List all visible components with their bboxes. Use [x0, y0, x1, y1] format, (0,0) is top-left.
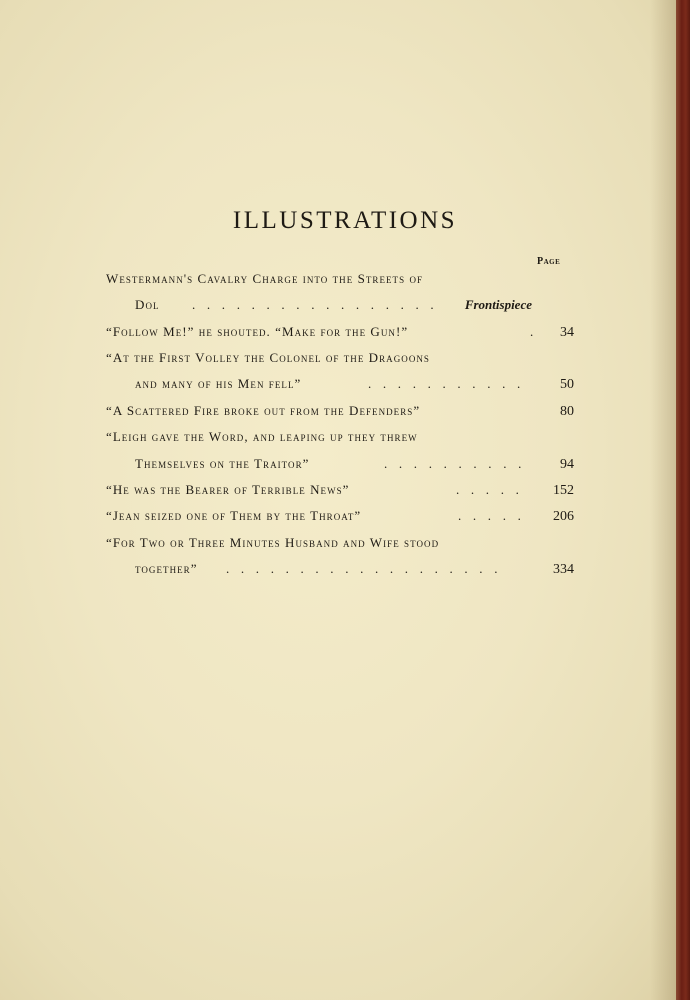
entry-text: “Jean seized one of Them by the Throat”: [106, 508, 362, 523]
entry-page: 334: [553, 562, 574, 577]
entry-text: and many of his Men fell”: [135, 376, 302, 391]
leader-dots: . . . . .: [456, 482, 524, 497]
list-item: [0, 426, 690, 450]
entry-page: 80: [560, 404, 574, 419]
leader-dots: . . . . . . . . . . . . . . . . .: [192, 297, 438, 312]
entry-text: “At the First Volley the Colonel of the Dragoons: [106, 350, 430, 365]
leader-dots: . . . . . . . . . .: [384, 456, 526, 471]
list-item: [0, 373, 690, 397]
page-title: ILLUSTRATIONS: [232, 206, 458, 234]
list-item: [0, 347, 690, 371]
entry-page: Frontispiece: [464, 297, 532, 312]
entry-page: 50: [560, 377, 574, 392]
list-item: [0, 268, 690, 292]
entry-page: 152: [553, 483, 574, 498]
entry-text: Dol: [135, 297, 160, 312]
leader-dots: . . . . . . . . . . . . . . . . . . .: [226, 561, 502, 576]
entry-page: 94: [560, 457, 574, 472]
list-item: [0, 479, 690, 503]
list-item: [0, 321, 690, 345]
page-column-header: Page: [537, 256, 561, 267]
list-item: [0, 400, 690, 424]
leader-dots: . . . . . . . . . . .: [368, 376, 525, 391]
list-item: [0, 558, 690, 582]
leader-dots: . . . . .: [458, 508, 526, 523]
list-item: [0, 505, 690, 529]
leader-dots: .: [530, 324, 538, 339]
entry-text: “Leigh gave the Word, and leaping up they threw: [106, 429, 418, 444]
entry-page: 34: [560, 325, 574, 340]
entry-text: “A Scattered Fire broke out from the Defenders”: [106, 403, 421, 418]
entry-page: 206: [553, 509, 574, 524]
entry-text: “He was the Bearer of Terrible News”: [106, 482, 350, 497]
entry-text: “Follow Me!” he shouted. “Make for the Gun!”: [106, 324, 409, 339]
entry-text: Themselves on the Traitor”: [135, 456, 310, 471]
list-item: [0, 294, 690, 318]
list-item: [0, 453, 690, 477]
list-item: [0, 532, 690, 556]
entry-text: Westermann's Cavalry Charge into the Streets of: [106, 271, 424, 286]
entry-text: “For Two or Three Minutes Husband and Wife stood: [106, 535, 440, 550]
entry-text: together”: [135, 561, 198, 576]
